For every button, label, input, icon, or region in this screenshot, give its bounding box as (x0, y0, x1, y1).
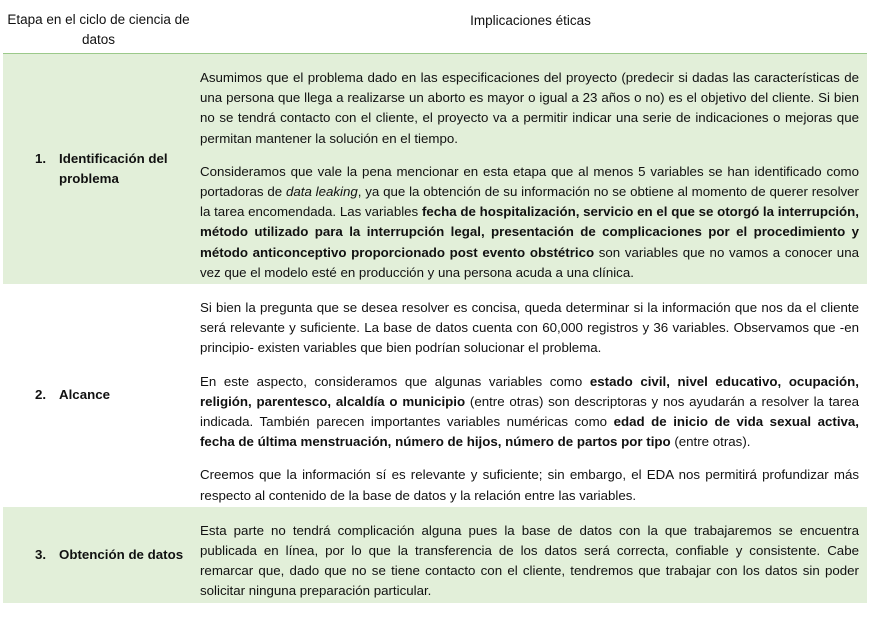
stage-label: Alcance (59, 387, 110, 403)
italic-term: data leaking (285, 184, 358, 200)
paragraph: Esta parte no tendrá complicación alguna pues la base de datos con la que trabajaremos se encuentra publicada en línea, por lo que la transferencia de los datos será correcta, confiable y consistente. Cabe remarcar que, dado que no se tiene contacto con el cliente, tendremos que trabajar con los datos sin poder solicitar ninguna preparación particular. (200, 522, 859, 599)
paragraph: Si bien la pregunta que se desea resolver es concisa, queda determinar si la información que nos da el cliente será relevante y suficiente. La base de datos cuenta con 60,000 registros y 36 variables. Observamos que -en principio- existen variables que bien podrían solucionar el problema. (200, 300, 859, 356)
text-run: , ya que la obtención de su información no se obtiene al momento de querer resolver la tarea encomendada. Las variables (200, 184, 859, 220)
stage-label: Obtención de datos (59, 546, 184, 562)
paragraph: Creemos que la información sí es relevante y suficiente; sin embargo, el EDA nos permitirá profundizar más respecto al contenido de la base de datos y la relación entre las variables. (200, 467, 859, 503)
ethics-table (3, 6, 867, 603)
text-run: En este aspecto, consideramos que algunas variables como (200, 373, 590, 389)
bold-variables: estado civil, nivel educativo, ocupación, religión, parentesco, alcaldía o municipio (200, 373, 859, 409)
implications-cell (194, 284, 867, 507)
stage-number: 2. (35, 387, 47, 403)
stage-number: 1. (35, 150, 47, 166)
bold-variables: fecha de hospitalización, servicio en el que se otorgó la interrupción, método utilizado para la interrupción legal, presentación de complicaciones por el procedimiento y método anticonceptivo proporcionado post evento obstétrico (200, 204, 859, 260)
header-stage: Etapa en el ciclo de ciencia de datos (3, 6, 194, 54)
stage-label: Identificación del problema (59, 150, 168, 187)
stage-number: 3. (35, 546, 47, 562)
text-run: Consideramos que vale la pena mencionar en esta etapa que al menos 5 variables se han identificado como portadoras de (200, 163, 859, 200)
table-header-row (3, 6, 867, 54)
bold-variables: edad de inicio de vida sexual activa, fecha de última menstruación, número de hijos, número de partos por tipo (200, 414, 860, 450)
paragraph (200, 372, 859, 453)
header-implications: Implicaciones éticas (194, 6, 867, 54)
text-run: son variables que no vamos a conocer una vez que el modelo esté en producción y una persona acuda a una clínica. (200, 244, 859, 280)
implications-cell (194, 54, 867, 285)
stage-cell (3, 507, 194, 603)
stage-cell (3, 54, 194, 285)
paragraph: Asumimos que el problema dado en las especificaciones del proyecto (predecir si dadas las características de una persona que llega a realizarse un aborto es mayor o igual a 23 años o no) es el objetivo del cliente. Si bien no se tendrá contacto con el cliente, el proyecto va a permitir indicar una serie de indicaciones o mejoras que permitan mantener la solución en el tiempo. (200, 70, 859, 146)
table-row (3, 54, 867, 285)
implications-cell (194, 507, 867, 603)
text-run: (entre otras) son descriptoras y nos ayudarán a resolver la tarea indicada. También parecen importantes variables numéricas como (200, 393, 860, 430)
paragraph (200, 162, 859, 283)
table-row (3, 507, 867, 603)
stage-cell (3, 284, 194, 507)
table-row (3, 284, 867, 507)
text-run: (entre otras). (670, 434, 751, 450)
